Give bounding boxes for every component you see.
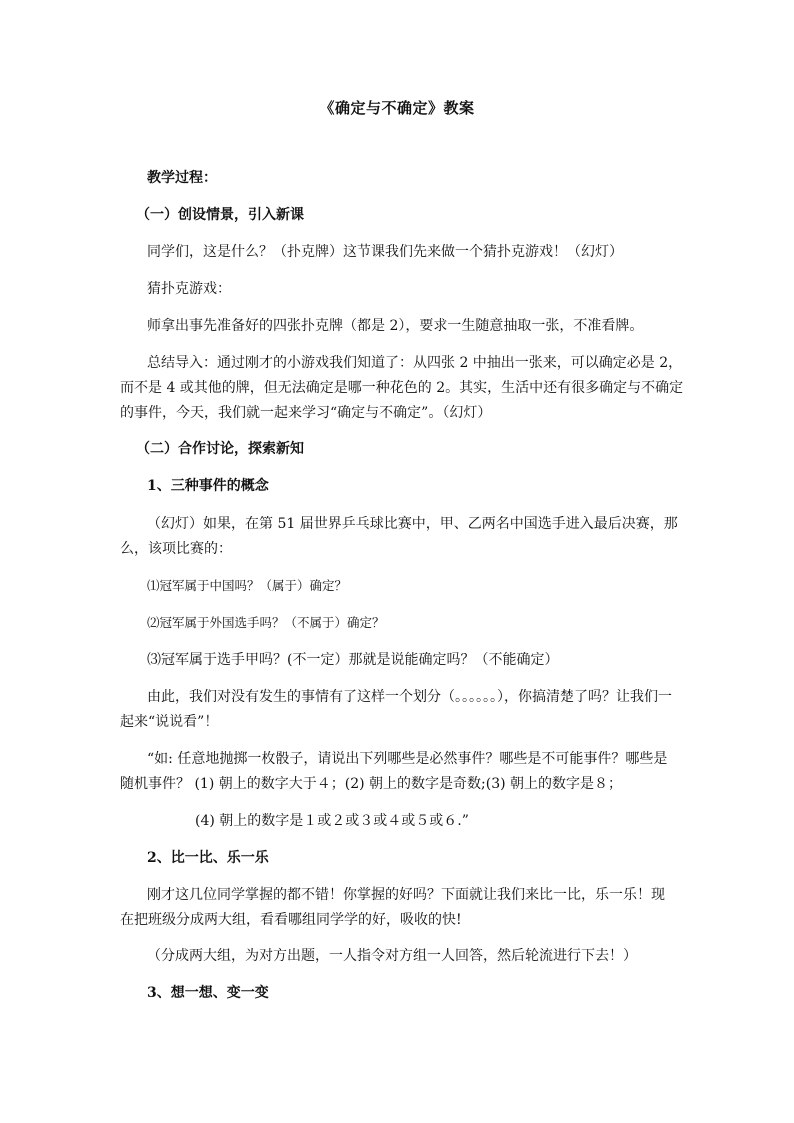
paragraph-7-line-1: “如: 任意地抛掷一枚骰子，请说出下列哪些是必然事件？哪些是不可能事件？哪些是: [147, 751, 668, 767]
paragraph-4-line-3: 的事件，今天，我们就一起来学习“确定与不确定”。（幻灯）: [120, 405, 492, 421]
subsection1-heading: 1、三种事件的概念: [147, 478, 269, 494]
subsection3-heading: 3、想一想、变一变: [147, 985, 269, 1001]
paragraph-6-line-2: 起来“说说看”！: [120, 714, 219, 730]
paragraph-3: 师拿出事先准备好的四张扑克牌（都是 2），要求一生随意抽取一张，不准看牌。: [147, 318, 644, 334]
paragraph-4-line-1: 总结导入：通过刚才的小游戏我们知道了：从四张 2 中抽出一张来，可以确定必是 2，: [147, 355, 683, 371]
paragraph-1: 同学们，这是什么？（扑克牌）这节课我们先来做一个猜扑克游戏！（幻灯）: [147, 244, 623, 260]
paragraph-6-line-1: 由此，我们对没有发生的事情有了这样一个划分（。。。。。。），你搞清楚了吗？让我们一: [147, 689, 672, 705]
paragraph-8-line-1: 刚才这几位同学掌握的都不错！你掌握的好吗？下面就让我们来比一比，乐一乐！现: [147, 887, 665, 903]
question-1: ⑴冠军属于中国吗？（属于）确定？: [147, 578, 348, 593]
paragraph-5-line-1: （幻灯）如果，在第 51 届世界乒乓球比赛中，甲、乙两名中国选手进入最后决赛，那: [147, 516, 678, 532]
paragraph-8-line-2: 在把班级分成两大组，看看哪组同学学的好，吸收的快!: [120, 912, 462, 928]
section1-heading: （一）创设情景，引入新课: [136, 207, 304, 223]
paragraph-7-line-2: 随机事件？ (1) 朝上的数字大于４；(2) 朝上的数字是奇数;(3) 朝上的数字是８；: [120, 776, 623, 792]
paragraph-7-line-3: (4) 朝上的数字是１或２或３或４或５或６.”: [195, 813, 469, 829]
paragraph-2: 猜扑克游戏：: [147, 281, 231, 297]
question-2: ⑵冠军属于外国选手吗？（不属于）确定？: [147, 615, 385, 630]
subsection2-heading: 2、比一比、乐一乐: [147, 850, 269, 866]
paragraph-9: （分成两大组，为对方出题，一人指令对方组一人回答，然后轮流进行下去！）: [147, 948, 637, 964]
process-heading: 教学过程：: [147, 170, 217, 186]
document-title: 《确定与不确定》教案: [319, 99, 475, 117]
question-3: ⑶冠军属于选手甲吗？(不一定）那就是说能确定吗？（不能确定）: [147, 652, 559, 668]
section2-heading: （二）合作讨论，探索新知: [136, 441, 304, 457]
paragraph-5-line-2: 么，该项比赛的：: [120, 541, 232, 557]
paragraph-4-line-2: 而不是 4 或其他的牌，但无法确定是哪一种花色的 2。其实，生活中还有很多确定与不确定: [120, 380, 684, 396]
